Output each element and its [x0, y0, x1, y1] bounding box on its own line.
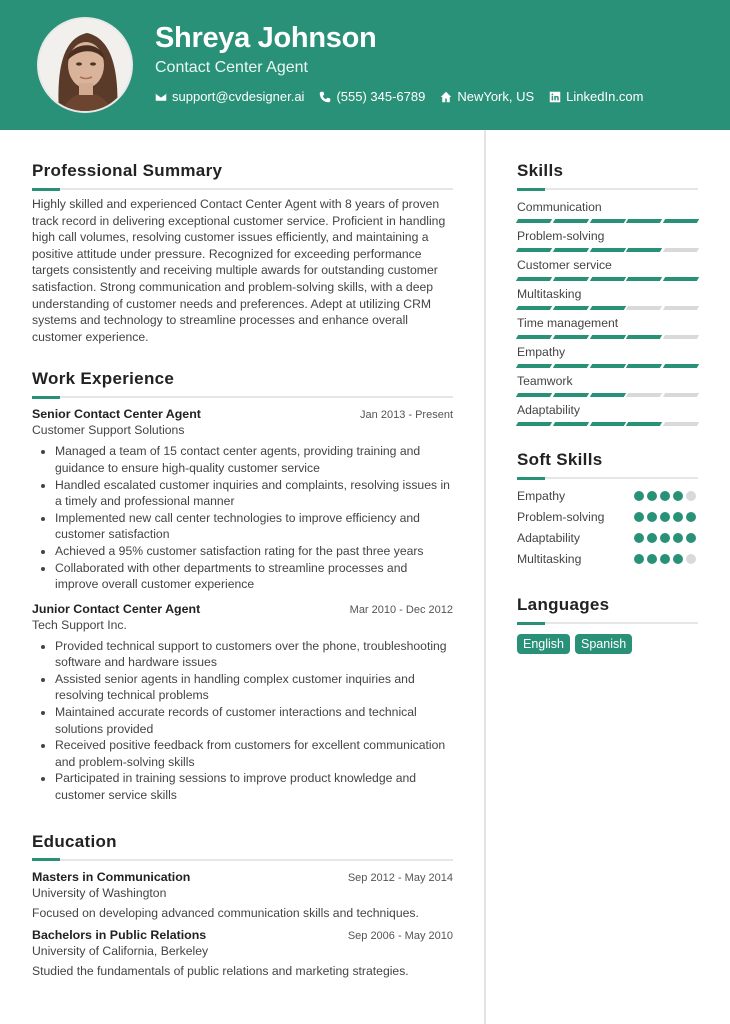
- job-bullets: [32, 638, 453, 804]
- rating-dot-icon: [660, 533, 670, 543]
- education-description: Studied the fundamentals of public relations and marketing strategies.: [32, 963, 409, 978]
- rating-dot-icon: [634, 512, 644, 522]
- skill-item: [517, 229, 698, 252]
- job-bullets: [32, 443, 453, 592]
- rating-dot-icon: [686, 512, 696, 522]
- contact-email-text: support@cvdesigner.ai: [172, 89, 305, 104]
- rating-dot-icon: [660, 554, 670, 564]
- education-entry: [32, 928, 453, 978]
- soft-skill-name: Problem-solving: [517, 509, 605, 524]
- section-soft-skills: [517, 450, 698, 569]
- skill-level-segment: [553, 422, 589, 426]
- skill-level-segment: [663, 248, 699, 252]
- skill-name: Adaptability: [517, 403, 581, 417]
- job-company: Customer Support Solutions: [32, 423, 185, 438]
- skill-item: [517, 200, 698, 223]
- soft-skill-item: [517, 527, 698, 548]
- skill-level-segment: [626, 393, 662, 397]
- education-description: Focused on developing advanced communication skills and techniques.: [32, 905, 419, 920]
- skill-name: Time management: [517, 316, 619, 330]
- skill-level-segment: [553, 393, 589, 397]
- skill-level-segment: [553, 277, 589, 281]
- skill-level-bar: [517, 219, 698, 223]
- bullet-item: Received positive feedback from customers for excellent communication and problem-solving skills: [32, 737, 453, 770]
- rating-dot-icon: [647, 533, 657, 543]
- section-languages: [517, 595, 698, 654]
- rating-dot-icon: [660, 512, 670, 522]
- skill-level-bar: [517, 393, 698, 397]
- skill-name: Empathy: [517, 345, 566, 359]
- skill-item: [517, 374, 698, 397]
- contact-linkedin-text: LinkedIn.com: [566, 89, 644, 104]
- contact-location: [440, 89, 534, 104]
- rating-dot-icon: [634, 491, 644, 501]
- soft-skill-name: Multitasking: [517, 551, 582, 566]
- skill-level-segment: [553, 248, 589, 252]
- skill-level-segment: [663, 306, 699, 310]
- skill-level-segment: [663, 277, 699, 281]
- phone-icon: [319, 91, 331, 103]
- bullet-item: Managed a team of 15 contact center agents, providing training and guidance to ensure high-quality customer service: [32, 443, 453, 476]
- degree-title: Bachelors in Public Relations: [32, 927, 207, 942]
- education-date: Sep 2012 - May 2014: [347, 871, 453, 884]
- section-title: Soft Skills: [517, 450, 603, 469]
- resume-header: [0, 0, 730, 130]
- skill-level-segment: [589, 277, 625, 281]
- rating-dot-icon: [634, 533, 644, 543]
- contact-list: [155, 89, 644, 104]
- section-skills: [517, 161, 698, 426]
- soft-skill-rating: [634, 512, 696, 522]
- skill-level-segment: [553, 306, 589, 310]
- soft-skill-name: Empathy: [517, 488, 566, 503]
- skill-name: Communication: [517, 200, 602, 214]
- skill-level-bar: [517, 335, 698, 339]
- bullet-item: Provided technical support to customers over the phone, troubleshooting software and hardware issues: [32, 638, 453, 671]
- skill-level-segment: [626, 248, 662, 252]
- job-company: Tech Support Inc.: [32, 617, 127, 632]
- skill-level-segment: [516, 422, 552, 426]
- rating-dot-icon: [673, 554, 683, 564]
- section-rule: [32, 396, 453, 398]
- skill-name: Multitasking: [517, 287, 582, 301]
- soft-skill-item: [517, 506, 698, 527]
- skill-level-segment: [589, 393, 625, 397]
- section-education: [32, 832, 453, 978]
- school-name: University of California, Berkeley: [32, 943, 209, 958]
- contact-linkedin[interactable]: [549, 89, 643, 104]
- section-summary: [32, 161, 453, 345]
- soft-skill-item: [517, 485, 698, 506]
- job-date: Jan 2013 - Present: [360, 409, 453, 422]
- linkedin-icon: [549, 91, 561, 103]
- section-rule: [517, 477, 698, 479]
- skill-level-segment: [516, 393, 552, 397]
- section-title: Languages: [517, 595, 610, 614]
- bullet-item: Assisted senior agents in handling complex customer inquiries and resolving technical problems: [32, 671, 453, 704]
- contact-email[interactable]: [155, 89, 304, 104]
- education-date: Sep 2006 - May 2010: [347, 929, 453, 942]
- rating-dot-icon: [686, 533, 696, 543]
- language-badge: Spanish: [575, 634, 632, 654]
- language-badge: English: [517, 634, 570, 654]
- skill-level-segment: [553, 335, 589, 339]
- skill-level-bar: [517, 277, 698, 281]
- rating-dot-icon: [673, 512, 683, 522]
- contact-phone[interactable]: [319, 89, 425, 104]
- soft-skill-rating: [634, 554, 696, 564]
- skill-level-segment: [516, 248, 552, 252]
- skill-level-segment: [553, 219, 589, 223]
- rating-dot-icon: [673, 533, 683, 543]
- skill-level-segment: [516, 364, 552, 368]
- language-list: [517, 634, 698, 654]
- soft-skill-item: [517, 548, 698, 569]
- soft-skill-rating: [634, 533, 696, 543]
- contact-phone-text: (555) 345-6789: [336, 89, 426, 104]
- skill-name: Teamwork: [517, 374, 573, 388]
- skill-level-segment: [626, 335, 662, 339]
- skill-level-segment: [663, 219, 699, 223]
- skill-item: [517, 345, 698, 368]
- soft-skill-name: Adaptability: [517, 530, 581, 545]
- section-rule: [32, 188, 453, 190]
- section-title: Skills: [517, 161, 564, 180]
- skill-level-bar: [517, 306, 698, 310]
- skill-level-segment: [516, 335, 552, 339]
- skill-level-segment: [589, 422, 625, 426]
- soft-skill-rating: [634, 491, 696, 501]
- skill-item: [517, 403, 698, 426]
- section-title: Professional Summary: [32, 161, 223, 180]
- skill-level-segment: [589, 219, 625, 223]
- profile-photo: [37, 17, 133, 113]
- skill-level-segment: [626, 306, 662, 310]
- skill-item: [517, 258, 698, 281]
- rating-dot-icon: [647, 554, 657, 564]
- degree-title: Masters in Communication: [32, 869, 191, 884]
- skill-level-segment: [663, 335, 699, 339]
- job-entry: [32, 602, 453, 804]
- candidate-name: Shreya Johnson: [155, 22, 377, 54]
- skill-level-segment: [626, 277, 662, 281]
- rating-dot-icon: [647, 512, 657, 522]
- candidate-role: Contact Center Agent: [155, 59, 308, 76]
- skill-level-segment: [663, 422, 699, 426]
- skill-level-segment: [589, 364, 625, 368]
- contact-location-text: NewYork, US: [457, 89, 535, 104]
- skill-level-segment: [589, 248, 625, 252]
- education-entry: [32, 870, 453, 920]
- section-rule: [517, 188, 698, 190]
- rating-dot-icon: [686, 491, 696, 501]
- skill-level-segment: [663, 364, 699, 368]
- skill-level-segment: [553, 364, 589, 368]
- skill-level-segment: [626, 364, 662, 368]
- section-experience: [32, 369, 453, 803]
- rating-dot-icon: [660, 491, 670, 501]
- bullet-item: Maintained accurate records of customer interactions and technical solutions provided: [32, 704, 453, 737]
- skill-item: [517, 316, 698, 339]
- home-icon: [440, 91, 452, 103]
- job-entry: [32, 407, 453, 592]
- skill-level-segment: [626, 219, 662, 223]
- section-title: Work Experience: [32, 369, 175, 389]
- bullet-item: Implemented new call center technologies to improve efficiency and customer satisfaction: [32, 510, 453, 543]
- job-title: Junior Contact Center Agent: [32, 601, 201, 616]
- school-name: University of Washington: [32, 885, 167, 900]
- skill-name: Problem-solving: [517, 229, 605, 243]
- summary-text: Highly skilled and experienced Contact Center Agent with 8 years of proven track record in delivering exceptional customer service. Proficient in handling high call volumes, resolving customer issues efficiently, and maintaining a positive attitude under pressure. Recognized for exceeding performance targets consistently and receiving multiple awards for outstanding customer satisfaction. Strong communication and problem-solving skills, with a deep understanding of customer needs and preferences. Adept at utilizing CRM systems and technology to streamline processes and enhance overall customer experience.: [32, 197, 446, 344]
- side-column: [517, 130, 698, 654]
- rating-dot-icon: [686, 554, 696, 564]
- skill-level-bar: [517, 248, 698, 252]
- rating-dot-icon: [634, 554, 644, 564]
- skill-item: [517, 287, 698, 310]
- job-title: Senior Contact Center Agent: [32, 407, 201, 422]
- skill-level-segment: [516, 219, 552, 223]
- skill-level-bar: [517, 422, 698, 426]
- rating-dot-icon: [647, 491, 657, 501]
- skill-level-segment: [589, 306, 625, 310]
- skill-level-segment: [516, 306, 552, 310]
- skill-level-segment: [589, 335, 625, 339]
- envelope-icon: [155, 91, 167, 103]
- skill-level-segment: [626, 422, 662, 426]
- column-divider: [484, 130, 486, 1024]
- bullet-item: Collaborated with other departments to streamline processes and improve overall customer experience: [32, 560, 453, 593]
- skills-list: [517, 200, 698, 426]
- job-date: Mar 2010 - Dec 2012: [349, 603, 453, 616]
- skill-level-bar: [517, 364, 698, 368]
- bullet-item: Participated in training sessions to improve product knowledge and customer service skills: [32, 770, 453, 803]
- bullet-item: Handled escalated customer inquiries and complaints, resolving issues in a timely and professional manner: [32, 477, 453, 510]
- skill-name: Customer service: [517, 258, 612, 272]
- rating-dot-icon: [673, 491, 683, 501]
- section-rule: [517, 622, 698, 624]
- bullet-item: Achieved a 95% customer satisfaction rating for the past three years: [32, 543, 453, 560]
- soft-skills-list: [517, 485, 698, 569]
- section-title: Education: [32, 831, 117, 851]
- section-rule: [32, 859, 453, 861]
- main-column: [32, 130, 453, 978]
- skill-level-segment: [516, 277, 552, 281]
- skill-level-segment: [663, 393, 699, 397]
